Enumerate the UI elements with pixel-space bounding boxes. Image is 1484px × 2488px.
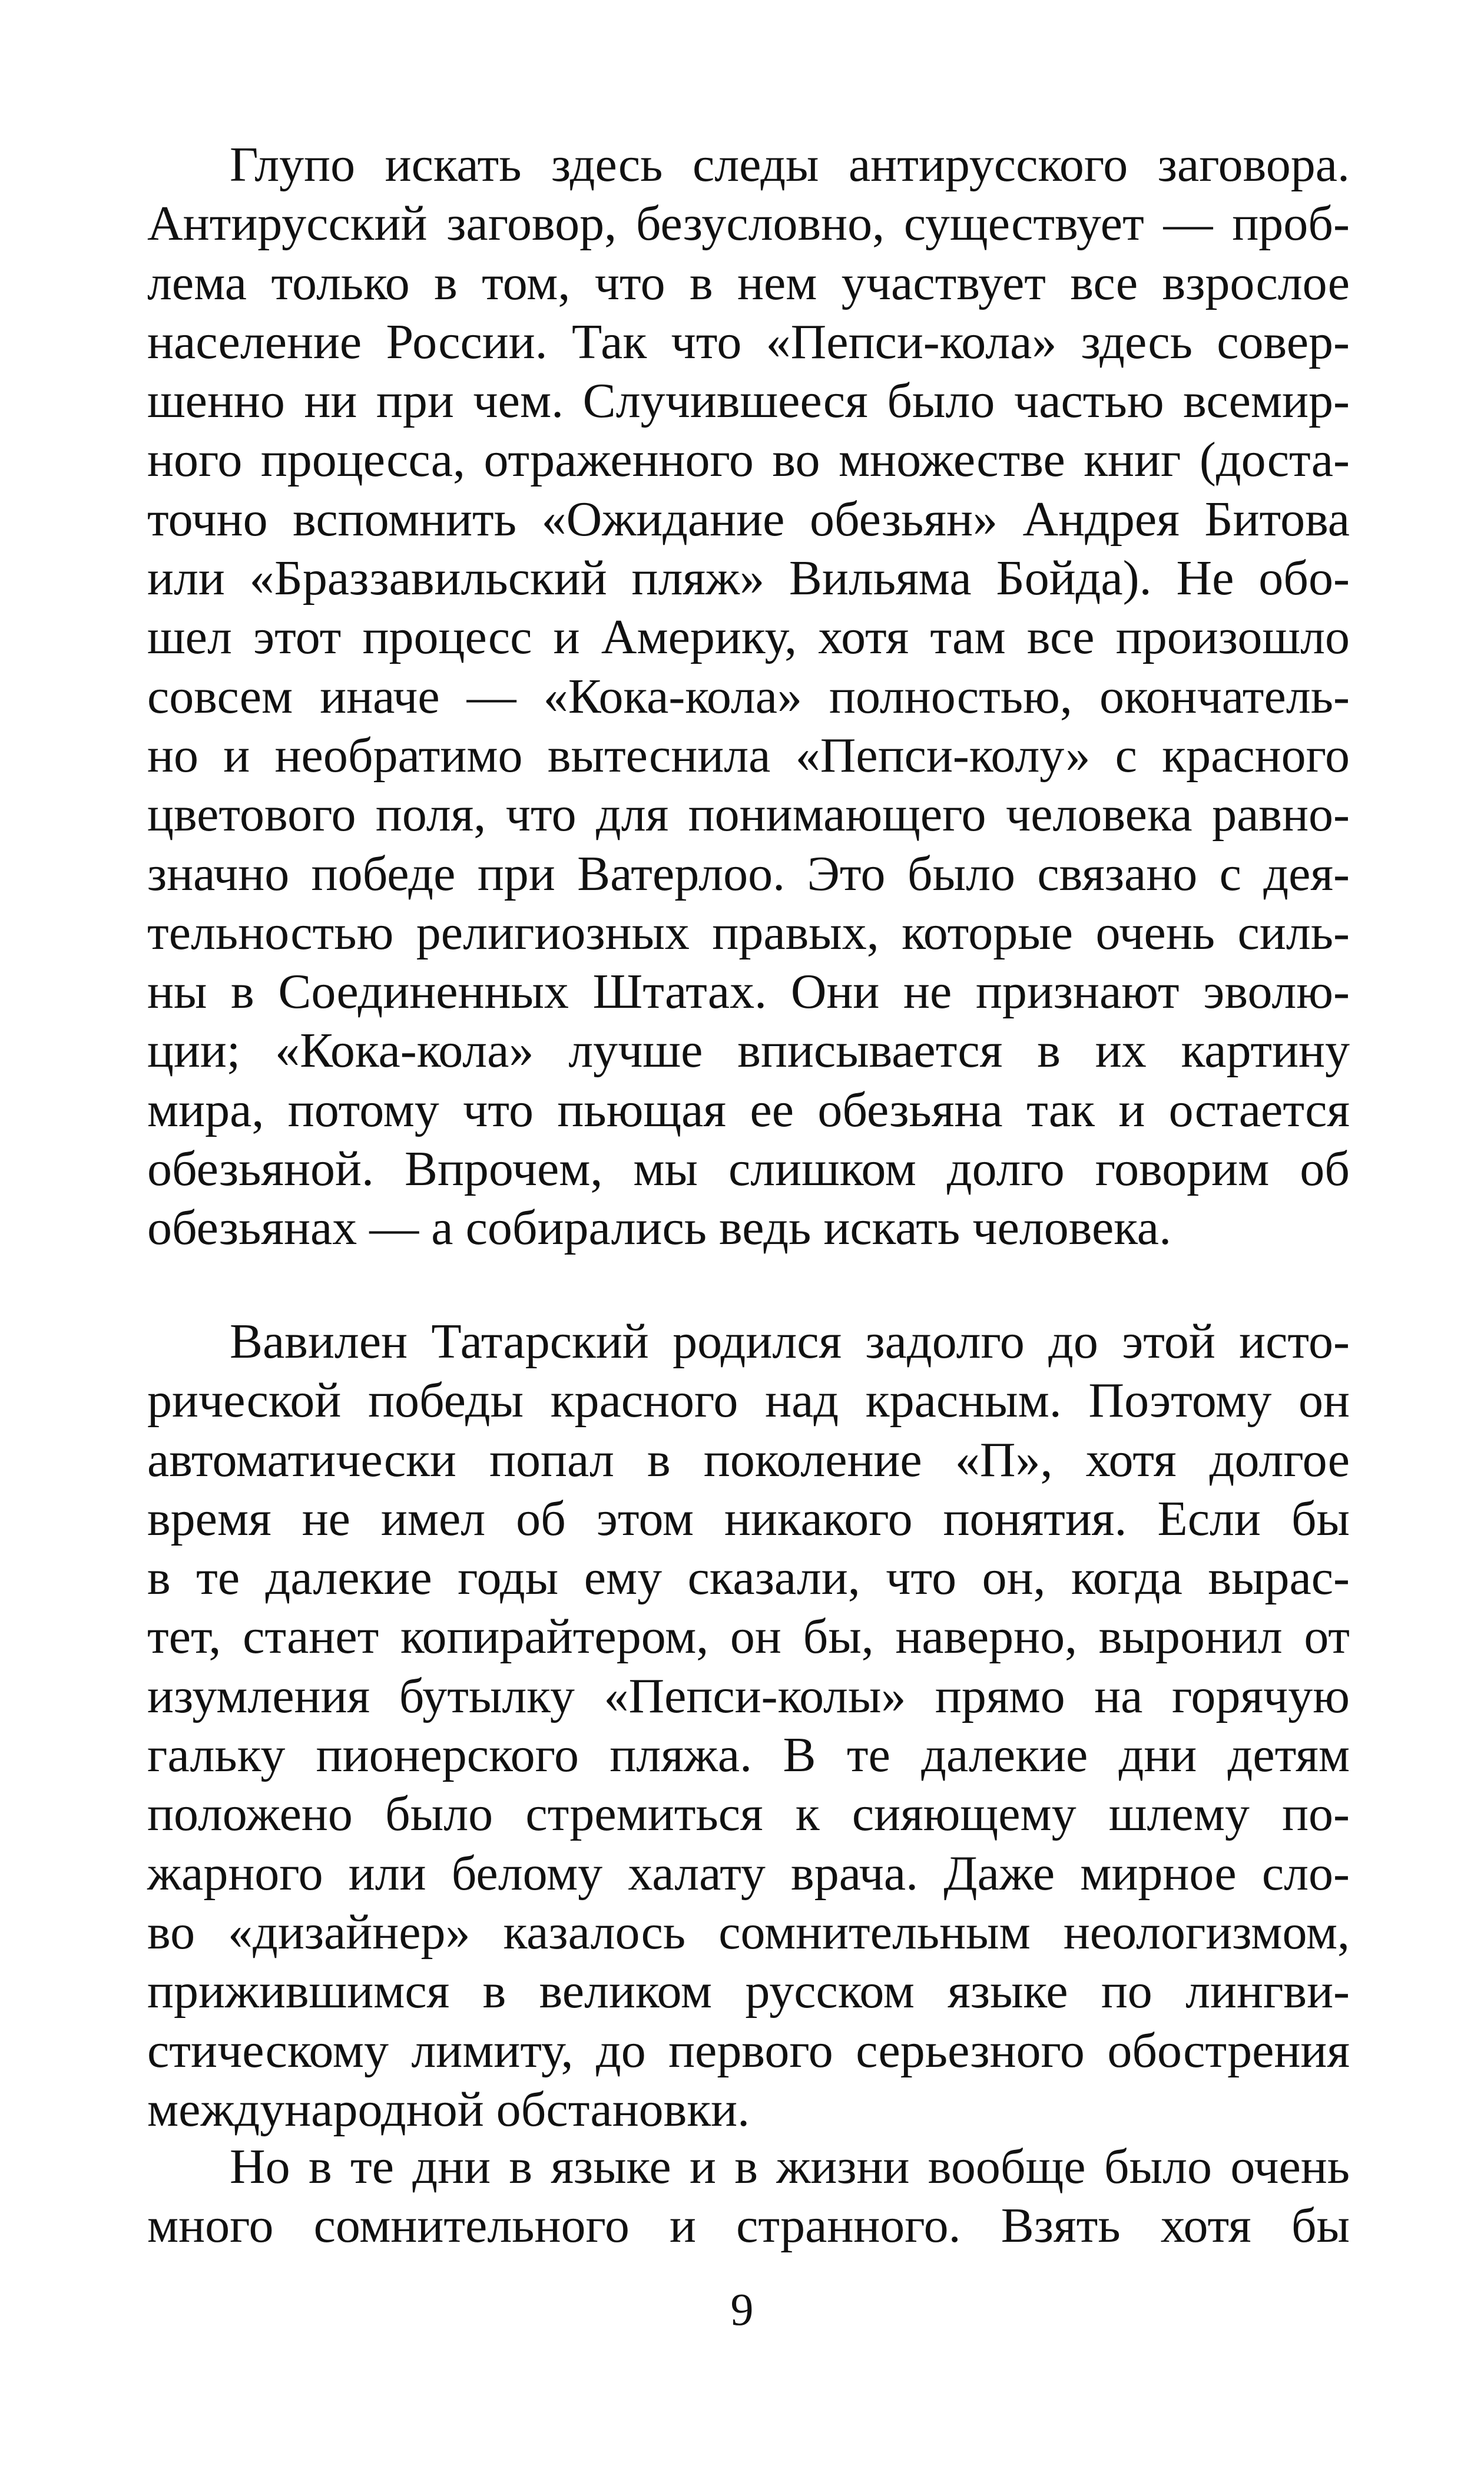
text-line: в те далекие годы ему сказали, что он, когда вырас-: [147, 1550, 1350, 1606]
text-line: автоматически попал в поколение «П», хотя долгое: [147, 1432, 1350, 1487]
text-line: или «Браззавильский пляж» Вильяма Бойда). Не обо-: [147, 551, 1350, 606]
text-line: гальку пионерского пляжа. В те далекие дни детям: [147, 1728, 1350, 1783]
text-line: тельностью религиозных правых, которые очень силь-: [147, 905, 1350, 960]
text-line: стическому лимиту, до первого серьезного обострения: [147, 2023, 1350, 2078]
paragraph-3: [147, 2138, 1350, 2256]
text-line: прижившимся в великом русском языке по лингви-: [147, 1964, 1350, 2019]
text-line: ного процесса, отраженного во множестве книг (доста-: [147, 432, 1350, 488]
text-line: изумления бутылку «Пепси-колы» прямо на горячую: [147, 1668, 1350, 1723]
text-line: рической победы красного над красным. Поэтому он: [147, 1373, 1350, 1428]
text-line: совсем иначе — «Кока-кола» полностью, окончатель-: [147, 669, 1350, 724]
text-line: тет, станет копирайтером, он бы, наверно, выронил от: [147, 1609, 1350, 1665]
text-line: население России. Так что «Пепси-кола» здесь совер-: [147, 314, 1350, 369]
text-line: во «дизайнер» казалось сомнительным неологизмом,: [147, 1904, 1350, 1960]
text-line: время не имел об этом никакого понятия. Если бы: [147, 1491, 1350, 1546]
text-line: жарного или белому халату врача. Даже мирное сло-: [147, 1845, 1350, 1901]
text-line: Антирусский заговор, безусловно, существует — проб-: [147, 196, 1350, 252]
text-line: положено было стремиться к сияющему шлему по-: [147, 1786, 1350, 1842]
text-line: мира, потому что пьющая ее обезьяна так и остается: [147, 1082, 1350, 1137]
paragraph-1: [147, 135, 1350, 1258]
text-line: много сомнительного и странного. Взять хотя бы: [147, 2198, 1350, 2254]
text-line: международной обстановки.: [147, 2082, 750, 2137]
page-number: 9: [730, 2284, 754, 2335]
text-line: цветового поля, что для понимающего человека равно-: [147, 787, 1350, 842]
text-line: обезьянах — а собирались ведь искать человека.: [147, 1200, 1172, 1256]
text-line: шел этот процесс и Америку, хотя там все произошло: [147, 610, 1350, 665]
text-line: точно вспомнить «Ожидание обезьян» Андрея Битова: [147, 491, 1350, 547]
text-line: ны в Соединенных Штатах. Они не признают эволю-: [147, 964, 1350, 1020]
text-line: Глупо искать здесь следы антирусского заговора.: [230, 137, 1350, 192]
text-line: обезьяной. Впрочем, мы слишком долго говорим об: [147, 1142, 1350, 1197]
text-line: лема только в том, что в нем участвует все взрослое: [147, 255, 1350, 310]
text-line: Но в те дни в языке и в жизни вообще было очень: [230, 2139, 1350, 2194]
text-line: шенно ни при чем. Случившееся было частью всемир-: [147, 373, 1350, 429]
text-line: Вавилен Татарский родился задолго до этой исто-: [230, 1314, 1350, 1369]
text-line: но и необратимо вытеснила «Пепси-колу» с красного: [147, 727, 1350, 783]
text-line: ции; «Кока-кола» лучше вписывается в их картину: [147, 1023, 1350, 1078]
paragraph-2: [147, 1312, 1350, 2139]
text-line: значно победе при Ватерлоо. Это было связано с дея-: [147, 846, 1350, 901]
